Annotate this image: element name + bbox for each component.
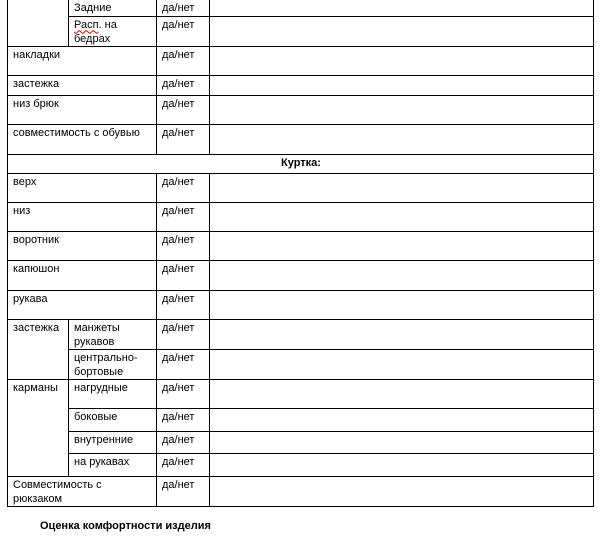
section-title: Оценка комфортности изделия bbox=[40, 520, 211, 532]
spellcheck-word: Расп bbox=[74, 18, 99, 31]
evaluation-sheet bbox=[7, 0, 594, 507]
table-row bbox=[8, 431, 594, 453]
item-label-cell: Совместимость с рюкзаком bbox=[8, 476, 157, 506]
item-label-cell: совместимость с обувью bbox=[8, 124, 157, 154]
table-row bbox=[8, 124, 594, 154]
comment-cell[interactable] bbox=[210, 16, 594, 46]
comment-cell[interactable] bbox=[210, 319, 594, 349]
answer-cell: да/нет bbox=[157, 476, 210, 506]
comment-cell[interactable] bbox=[210, 46, 594, 75]
comment-cell[interactable] bbox=[210, 260, 594, 290]
table-row bbox=[8, 231, 594, 260]
answer-cell: да/нет bbox=[157, 202, 210, 231]
table-row bbox=[8, 379, 594, 408]
item-label-cell: воротник bbox=[8, 231, 157, 260]
group-label-cell: карманы bbox=[8, 379, 69, 476]
answer-cell: да/нет bbox=[157, 453, 210, 476]
answer-cell: да/нет bbox=[157, 319, 210, 349]
comment-cell[interactable] bbox=[210, 476, 594, 506]
comment-cell[interactable] bbox=[210, 124, 594, 154]
comment-cell[interactable] bbox=[210, 231, 594, 260]
comment-cell[interactable] bbox=[210, 0, 594, 16]
table-row bbox=[8, 260, 594, 290]
answer-cell: да/нет bbox=[157, 16, 210, 46]
table-row bbox=[8, 408, 594, 431]
subitem-cell: внутренние bbox=[69, 431, 157, 453]
answer-cell: да/нет bbox=[157, 231, 210, 260]
subitem-cell: боковые bbox=[69, 408, 157, 431]
table-row bbox=[8, 476, 594, 506]
group-label-cell: застежка bbox=[8, 319, 69, 379]
answer-cell: да/нет bbox=[157, 75, 210, 95]
comment-cell[interactable] bbox=[210, 202, 594, 231]
table-row bbox=[8, 453, 594, 476]
item-label-cell: рукава bbox=[8, 290, 157, 319]
comment-cell[interactable] bbox=[210, 290, 594, 319]
item-label-cell: застежка bbox=[8, 75, 157, 95]
comment-cell[interactable] bbox=[210, 453, 594, 476]
evaluation-table bbox=[7, 0, 594, 507]
table-row bbox=[8, 349, 594, 379]
subitem-cell bbox=[69, 16, 157, 46]
item-label-cell: капюшон bbox=[8, 260, 157, 290]
answer-cell: да/нет bbox=[157, 173, 210, 202]
comment-cell[interactable] bbox=[210, 95, 594, 124]
table-row bbox=[8, 46, 594, 75]
table-row bbox=[8, 319, 594, 349]
answer-cell: да/нет bbox=[157, 431, 210, 453]
subitem-cell: нагрудные bbox=[69, 379, 157, 408]
answer-cell: да/нет bbox=[157, 0, 210, 16]
comment-cell[interactable] bbox=[210, 173, 594, 202]
answer-cell: да/нет bbox=[157, 379, 210, 408]
subitem-cell: центрально-бортовые bbox=[69, 349, 157, 379]
table-row bbox=[8, 202, 594, 231]
item-label-cell: низ брюк bbox=[8, 95, 157, 124]
answer-cell: да/нет bbox=[157, 124, 210, 154]
answer-cell: да/нет bbox=[157, 290, 210, 319]
answer-cell: да/нет bbox=[157, 349, 210, 379]
comment-cell[interactable] bbox=[210, 408, 594, 431]
comment-cell[interactable] bbox=[210, 349, 594, 379]
section-heading: Куртка: bbox=[8, 154, 594, 173]
item-label-cell: верх bbox=[8, 173, 157, 202]
comment-cell[interactable] bbox=[210, 379, 594, 408]
subitem-cell: манжеты рукавов bbox=[69, 319, 157, 349]
answer-cell: да/нет bbox=[157, 260, 210, 290]
table-row bbox=[8, 95, 594, 124]
item-label-cell: низ bbox=[8, 202, 157, 231]
item-label-cell: накладки bbox=[8, 46, 157, 75]
comment-cell[interactable] bbox=[210, 75, 594, 95]
comment-cell[interactable] bbox=[210, 431, 594, 453]
subitem-cell: Задние bbox=[69, 0, 157, 16]
table-row bbox=[8, 75, 594, 95]
answer-cell: да/нет bbox=[157, 408, 210, 431]
subitem-cell: на рукавах bbox=[69, 453, 157, 476]
table-row bbox=[8, 173, 594, 202]
category-cell bbox=[8, 0, 69, 46]
table-row bbox=[8, 16, 594, 46]
answer-cell: да/нет bbox=[157, 95, 210, 124]
answer-cell: да/нет bbox=[157, 46, 210, 75]
subitem-text: . на бедрах bbox=[74, 18, 117, 45]
table-row bbox=[8, 290, 594, 319]
section-row bbox=[8, 154, 594, 173]
table-row bbox=[8, 0, 594, 16]
